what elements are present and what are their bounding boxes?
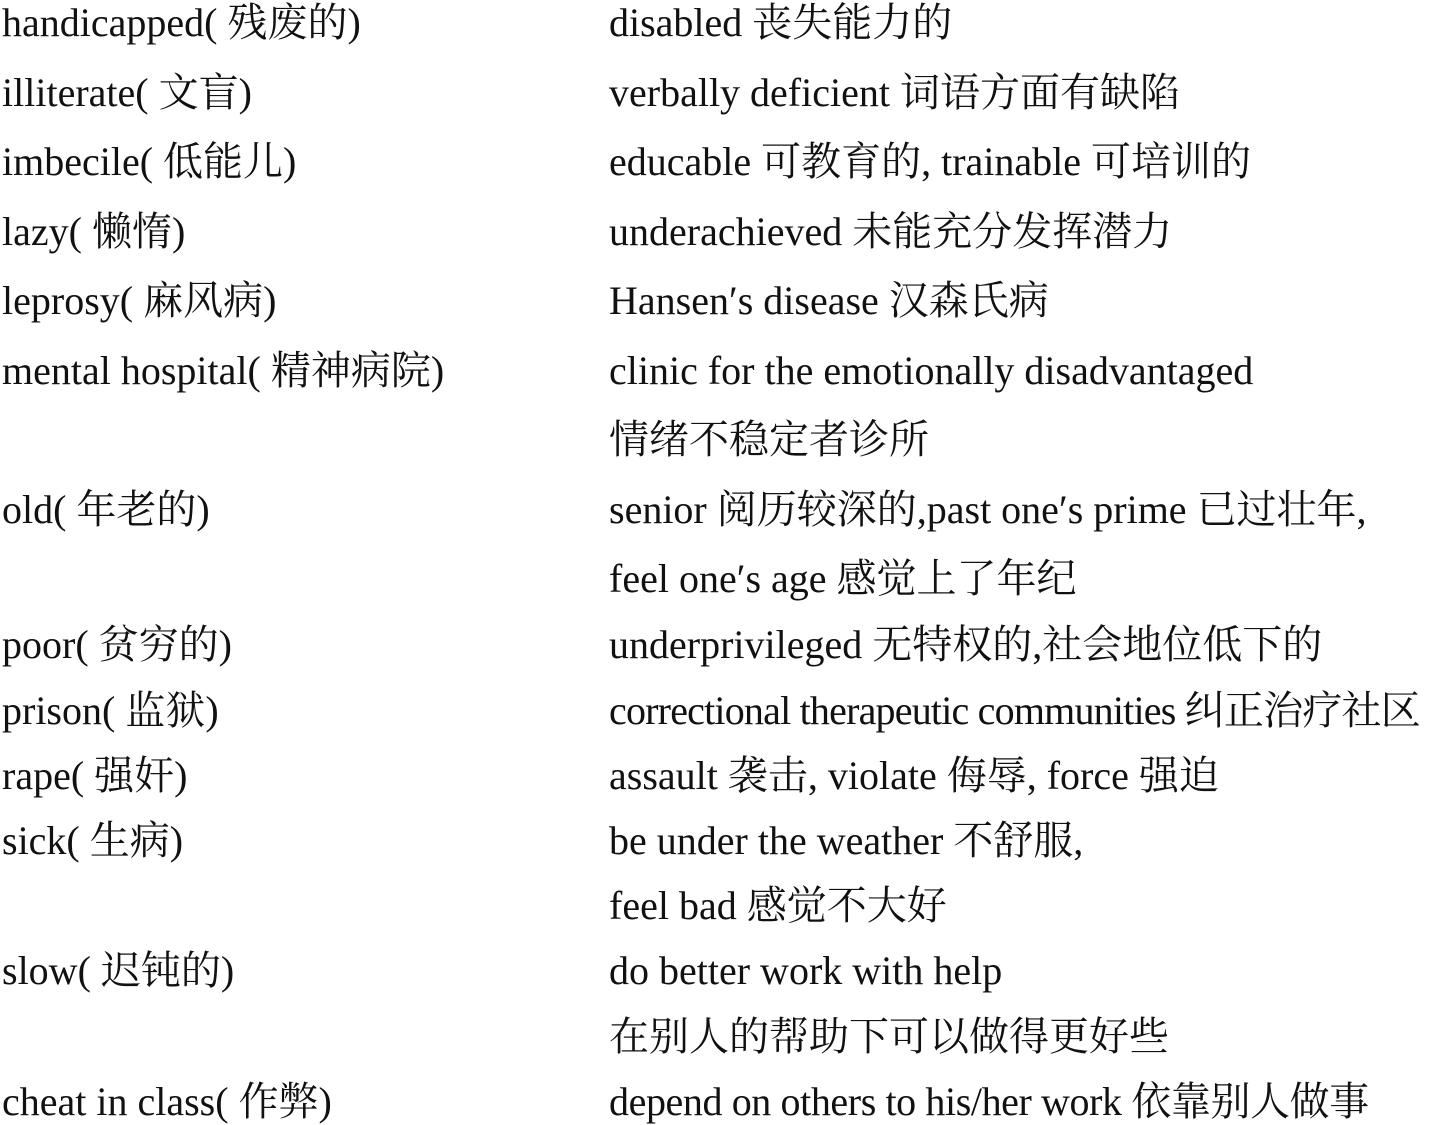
term-cheat-in-class: cheat in class( 作弊) (2, 1079, 332, 1124)
term-old: old( 年老的) (2, 487, 210, 532)
term-rape: rape( 强奸) (2, 753, 188, 798)
euphemism-mental-hospital-line1: clinic for the emotionally disadvantaged (609, 348, 1254, 393)
euphemism-leprosy: Hansen′s disease 汉森氏病 (609, 278, 1049, 323)
term-lazy: lazy( 懒惰) (2, 209, 186, 254)
term-imbecile: imbecile( 低能儿) (2, 139, 297, 184)
euphemism-prison: correctional therapeutic communities 纠正治疗社区 (609, 688, 1420, 733)
euphemism-sick-line1: be under the weather 不舒服, (609, 818, 1084, 863)
term-slow: slow( 迟钝的) (2, 948, 235, 993)
term-illiterate: illiterate( 文盲) (2, 70, 252, 115)
term-sick: sick( 生病) (2, 818, 184, 863)
euphemism-sick-line2: feel bad 感觉不大好 (609, 883, 947, 928)
euphemism-illiterate: verbally deficient 词语方面有缺陷 (609, 70, 1180, 115)
euphemism-cheat-in-class: depend on others to his/her work 依靠别人做事 (609, 1079, 1369, 1124)
term-mental-hospital: mental hospital( 精神病院) (2, 348, 445, 393)
euphemism-slow-line2: 在别人的帮助下可以做得更好些 (609, 1014, 1169, 1059)
euphemism-rape: assault 袭击, violate 侮辱, force 强迫 (609, 753, 1219, 798)
euphemism-old-line1: senior 阅历较深的,past one′s prime 已过壮年, (609, 487, 1367, 532)
euphemism-poor: underprivileged 无特权的,社会地位低下的 (609, 622, 1323, 667)
euphemism-lazy: underachieved 未能充分发挥潜力 (609, 209, 1173, 254)
euphemism-mental-hospital-line2: 情绪不稳定者诊所 (609, 417, 929, 462)
euphemism-handicapped: disabled 丧失能力的 (609, 0, 953, 45)
term-poor: poor( 贫穷的) (2, 622, 232, 667)
euphemism-imbecile: educable 可教育的, trainable 可培训的 (609, 139, 1252, 184)
term-prison: prison( 监狱) (2, 688, 219, 733)
euphemism-old-line2: feel one′s age 感觉上了年纪 (609, 556, 1077, 601)
term-leprosy: leprosy( 麻风病) (2, 278, 277, 323)
euphemism-slow-line1: do better work with help (609, 948, 1003, 993)
term-handicapped: handicapped( 残废的) (2, 0, 361, 45)
